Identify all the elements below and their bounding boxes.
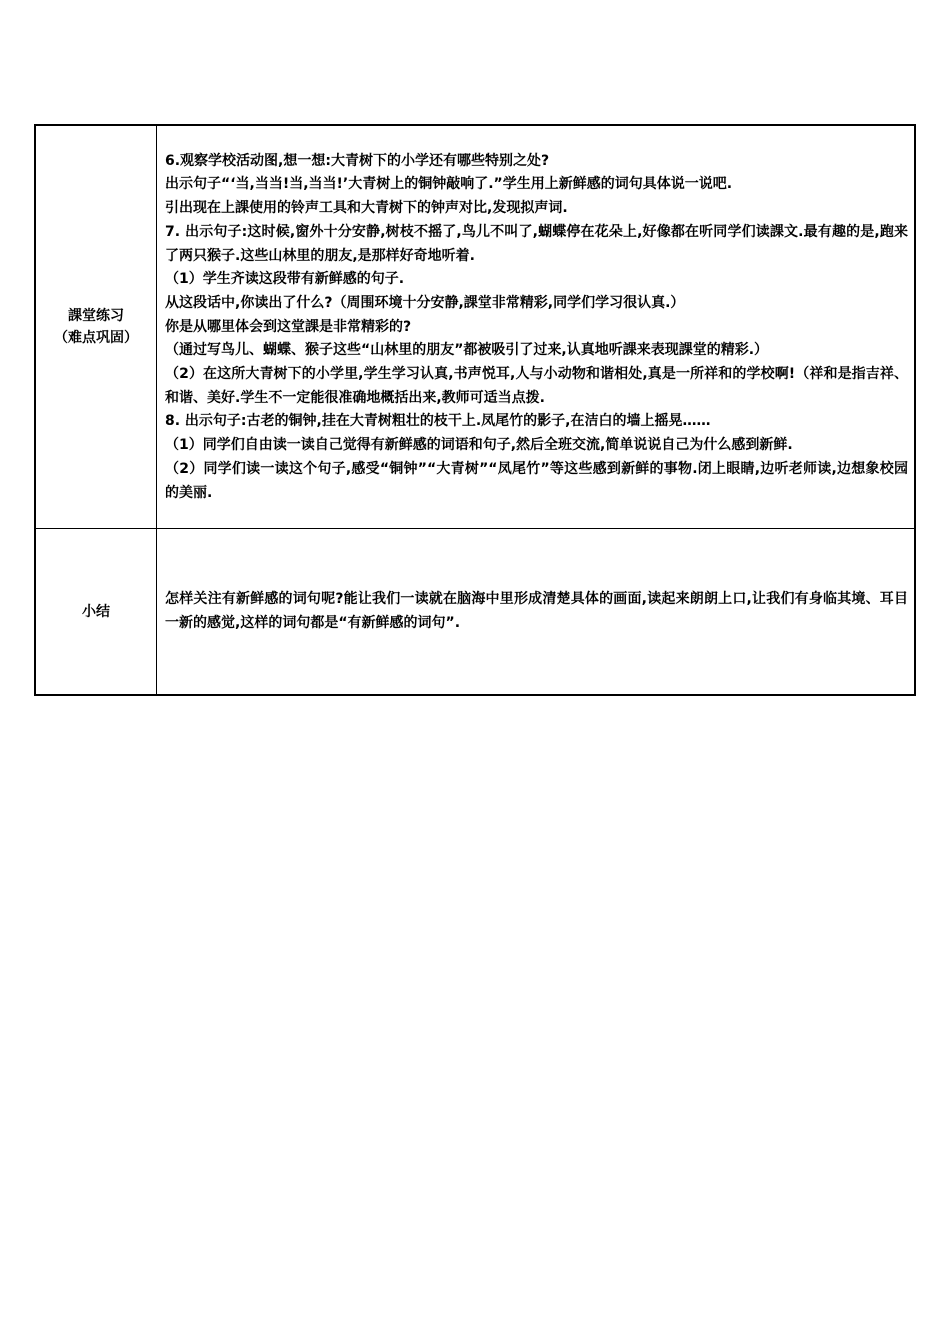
practice-content-cell — [157, 125, 916, 529]
summary-text: 怎样关注有新鲜感的词句呢?能让我们一读就在脑海中里形成清楚具体的画面,读起来朗朗上口,让我们有身临其境、耳目一新的感觉,这样的词句都是“有新鲜感的词句”. — [165, 591, 908, 631]
practice-line: 6.观察学校活动图,想一想:大青树下的小学还有哪些特别之处? — [165, 152, 550, 169]
practice-line: 出示句子“‘当,当当!当,当当!’大青树上的铜钟敲响了.”学生用上新鲜感的词句具体说一说吧. — [165, 176, 733, 193]
practice-sublabel: （难点巩固） — [54, 330, 138, 346]
summary-label: 小结 — [82, 603, 110, 620]
practice-row — [35, 125, 915, 529]
practice-line: （2）在这所大青树下的小学里,学生学习认真,书声悦耳,人与小动物和谐相处,真是一所祥和的学校啊!（祥和是指吉祥、和谐、美好.学生不一定能很准确地概括出来,教师可适当点拨. — [165, 366, 908, 406]
practice-line: （2）同学们读一读这个句子,感受“铜钟”“大青树”“凤尾竹”等这些感到新鲜的事物.闭上眼睛,边听老师读,边想象校园的美丽. — [165, 460, 908, 501]
summary-label-cell — [35, 529, 157, 696]
practice-line: 你是从哪里体会到这堂課是非常精彩的? — [165, 318, 412, 335]
practice-line: （1）学生齐读这段带有新鲜感的句子. — [165, 271, 405, 288]
summary-content-cell — [157, 529, 916, 696]
practice-line: 从这段话中,你读出了什么?（周围环境十分安静,課堂非常精彩,同学们学习很认真.） — [165, 294, 685, 311]
practice-line: 7. 出示句子:这时候,窗外十分安静,树枝不摇了,鸟儿不叫了,蝴蝶停在花朵上,好像都在听同学们读課文.最有趣的是,跑来了两只猴子.这些山林里的朋友,是那样好奇地听着. — [165, 223, 908, 264]
practice-line: （通过写鸟儿、蝴蝶、猴子这些“山林里的朋友”都被吸引了过来,认真地听課来表现課堂的精彩.） — [165, 342, 769, 359]
practice-label-cell — [35, 125, 157, 529]
practice-line: （1）同学们自由读一读自己觉得有新鲜感的词语和句子,然后全班交流,简单说说自己为什么感到新鲜. — [165, 437, 793, 454]
practice-label: 課堂练习 — [68, 308, 124, 324]
practice-line: 8. 出示句子:古老的铜钟,挂在大青树粗壮的枝干上.凤尾竹的影子,在洁白的墙上摇晃…… — [165, 413, 711, 430]
summary-row — [35, 529, 915, 696]
lesson-plan-table — [34, 124, 916, 696]
practice-line: 引出现在上課使用的铃声工具和大青树下的钟声对比,发现拟声词. — [165, 200, 568, 217]
